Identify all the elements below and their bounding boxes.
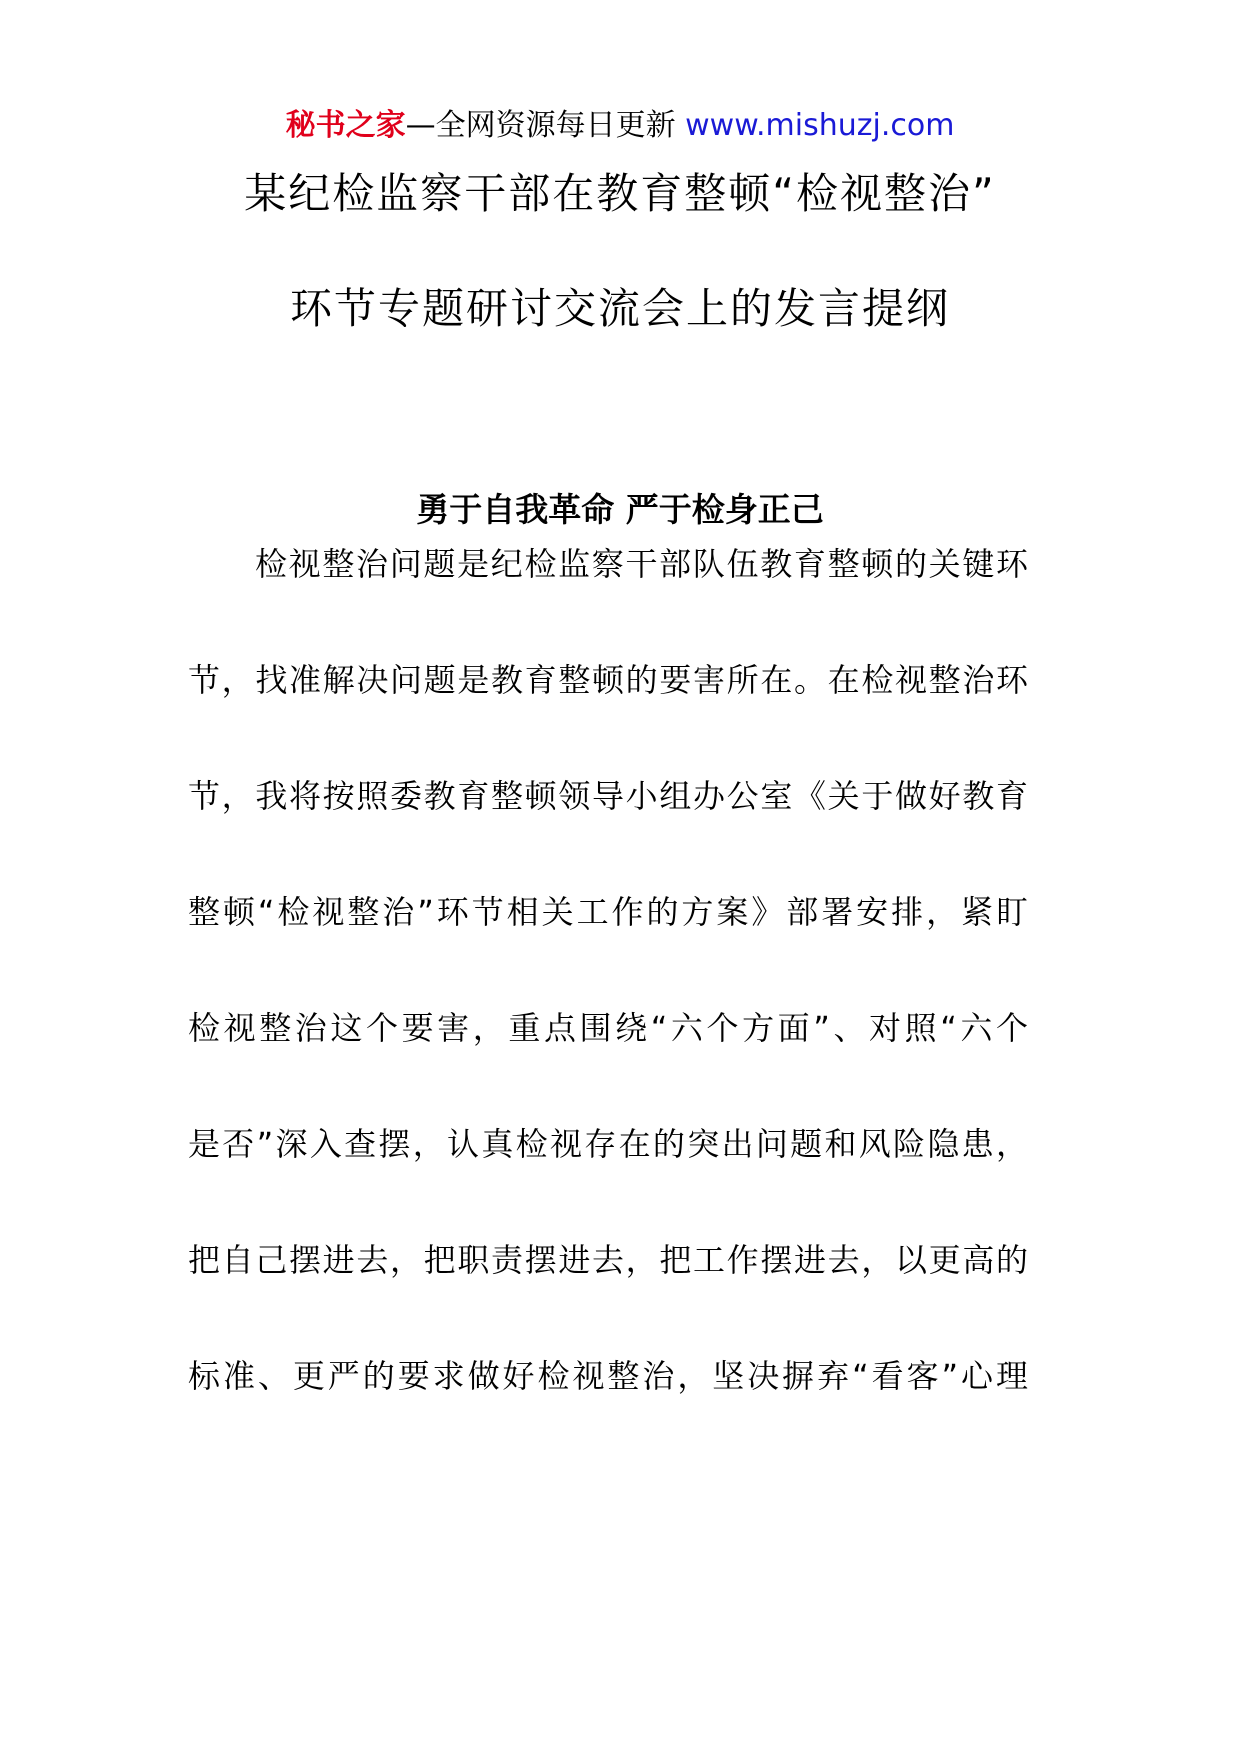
body-paragraph-line: 检视整治这个要害，重点围绕“六个方面”、对照“六个: [188, 1009, 1028, 1047]
document-title-line-1: 某纪检监察干部在教育整顿“检视整治”: [244, 169, 996, 218]
header-tagline: —全网资源每日更新: [405, 108, 686, 143]
body-paragraph-line: 节，我将按照委教育整顿领导小组办公室《关于做好教育: [188, 777, 1028, 815]
body-paragraph-line: 标准、更严的要求做好检视整治，坚决摒弃“看客”心理: [188, 1357, 1028, 1395]
body-paragraph-line: 把自己摆进去，把职责摆进去，把工作摆进去，以更高的: [188, 1241, 1028, 1279]
site-header: [0, 104, 1240, 148]
body-paragraph-line: 节，找准解决问题是教育整顿的要害所在。在检视整治环: [188, 661, 1028, 699]
brand-name: 秘书之家: [285, 108, 406, 143]
website-link[interactable]: www.mishuzj.com: [685, 108, 955, 143]
document-title-line-2: 环节专题研讨交流会上的发言提纲: [289, 284, 950, 333]
body-paragraph-line: 检视整治问题是纪检监察干部队伍教育整顿的关键环: [255, 545, 1028, 583]
body-paragraph-line: 整顿“检视整治”环节相关工作的方案》部署安排，紧盯: [188, 893, 1028, 931]
section-subtitle: 勇于自我革命 严于检身正己: [416, 490, 824, 529]
body-paragraph-line: 是否”深入查摆，认真检视存在的突出问题和风险隐患，: [188, 1125, 1028, 1163]
